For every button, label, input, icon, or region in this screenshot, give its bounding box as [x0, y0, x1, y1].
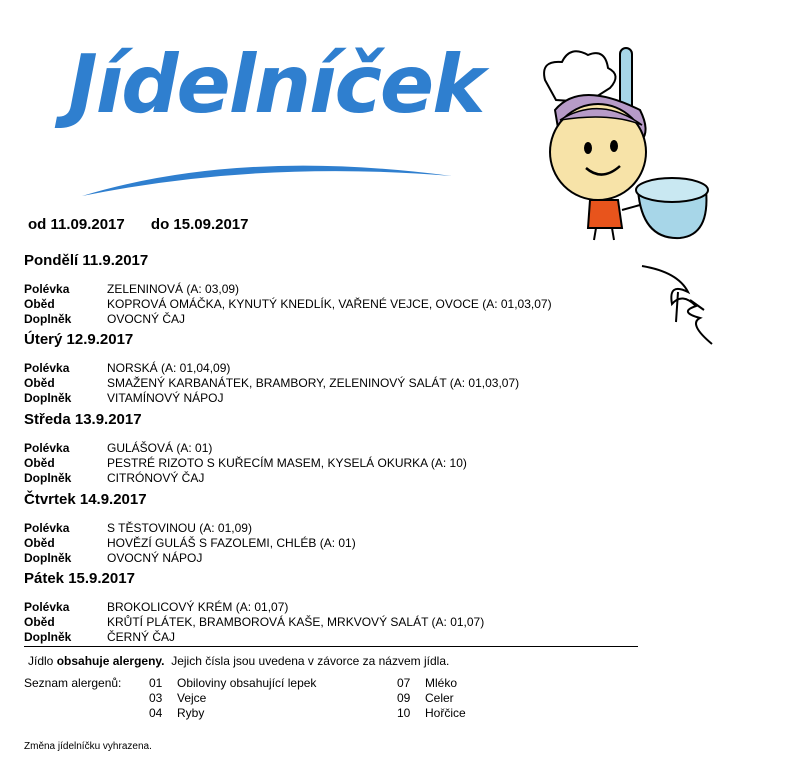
- allergen-note-prefix: Jídlo: [28, 654, 54, 668]
- row-value: KOPROVÁ OMÁČKA, KYNUTÝ KNEDLÍK, VAŘENÉ VEJCE, OVOCE (A: 01,03,07): [107, 297, 552, 311]
- logo-text: Jídelníček: [68, 38, 484, 131]
- allergen-code: 09: [397, 691, 411, 705]
- day-block: [24, 411, 644, 486]
- allergen-code: 07: [397, 676, 411, 690]
- allergen-item: [397, 706, 466, 720]
- row-value: HOVĚZÍ GULÁŠ S FAZOLEMI, CHLÉB (A: 01): [107, 536, 356, 550]
- row-value: KRŮTÍ PLÁTEK, BRAMBOROVÁ KAŠE, MRKVOVÝ SALÁT (A: 01,07): [107, 615, 485, 629]
- day-block: [24, 252, 644, 327]
- allergen-code: 10: [397, 706, 411, 720]
- allergen-name: Celer: [425, 691, 454, 705]
- menu-row-extra: [24, 471, 644, 486]
- menu-row-lunch: [24, 376, 644, 391]
- menu-row-soup: [24, 361, 644, 376]
- signature: [638, 262, 718, 347]
- footer-note: Změna jídelníčku vyhrazena.: [24, 741, 152, 752]
- row-value: GULÁŠOVÁ (A: 01): [107, 441, 213, 455]
- day-title: Pátek 15.9.2017: [24, 570, 135, 587]
- menu-row-lunch: [24, 615, 644, 630]
- row-value: SMAŽENÝ KARBANÁTEK, BRAMBORY, ZELENINOVÝ SALÁT (A: 01,03,07): [107, 376, 520, 390]
- allergen-note: [28, 654, 449, 668]
- menu-row-extra: [24, 551, 644, 566]
- period: [28, 216, 271, 233]
- allergen-name: Obiloviny obsahující lepek: [177, 676, 317, 690]
- allergen-item: [149, 706, 204, 720]
- menu-row-extra: [24, 630, 644, 645]
- row-label: Doplněk: [24, 471, 72, 485]
- row-value: ZELENINOVÁ (A: 03,09): [107, 282, 240, 296]
- row-value: ČERNÝ ČAJ: [107, 630, 176, 644]
- row-label: Polévka: [24, 361, 70, 375]
- day-block: [24, 331, 644, 406]
- menu-row-soup: [24, 521, 644, 536]
- row-label: Doplněk: [24, 312, 72, 326]
- allergen-list-title: Seznam alergenů:: [24, 676, 122, 690]
- menu-row-extra: [24, 312, 644, 327]
- row-value: VITAMÍNOVÝ NÁPOJ: [107, 391, 224, 405]
- row-value: OVOCNÝ ČAJ: [107, 312, 186, 326]
- row-label: Polévka: [24, 600, 70, 614]
- allergen-code: 01: [149, 676, 163, 690]
- row-label: Polévka: [24, 441, 70, 455]
- allergen-name: Hořčice: [425, 706, 466, 720]
- menu-row-soup: [24, 282, 644, 297]
- allergen-code: 03: [149, 691, 163, 705]
- allergen-item: [149, 691, 206, 705]
- row-value: BROKOLICOVÝ KRÉM (A: 01,07): [107, 600, 289, 614]
- allergen-item: [397, 691, 454, 705]
- row-label: Oběd: [24, 536, 55, 550]
- allergen-note-bold: obsahuje alergeny.: [56, 654, 165, 668]
- allergen-name: Vejce: [177, 691, 207, 705]
- logo-swoosh: [60, 138, 460, 198]
- menu-row-soup: [24, 441, 644, 456]
- divider: [24, 646, 638, 647]
- row-label: Doplněk: [24, 391, 72, 405]
- row-label: Oběd: [24, 376, 55, 390]
- row-label: Oběd: [24, 615, 55, 629]
- row-label: Oběd: [24, 297, 55, 311]
- menu-row-lunch: [24, 536, 644, 551]
- day-title: Středa 13.9.2017: [24, 411, 142, 428]
- allergen-name: Ryby: [177, 706, 205, 720]
- period-from: od 11.09.2017: [28, 216, 125, 233]
- menu-row-extra: [24, 391, 644, 406]
- menu-row-soup: [24, 600, 644, 615]
- day-block: [24, 570, 644, 645]
- day-title: Pondělí 11.9.2017: [24, 252, 149, 269]
- row-label: Doplněk: [24, 551, 72, 565]
- day-block: [24, 491, 644, 566]
- allergen-item: [397, 676, 457, 690]
- period-to: do 15.09.2017: [150, 216, 249, 233]
- day-title: Úterý 12.9.2017: [24, 331, 134, 348]
- allergen-item: [149, 676, 316, 690]
- row-value: NORSKÁ (A: 01,04,09): [107, 361, 231, 375]
- allergen-note-suffix: Jejich čísla jsou uvedena v závorce za názvem jídla.: [171, 654, 450, 668]
- menu-row-lunch: [24, 297, 644, 312]
- row-value: S TĚSTOVINOU (A: 01,09): [107, 521, 252, 535]
- row-label: Polévka: [24, 282, 70, 296]
- chef-illustration: [530, 40, 730, 250]
- row-value: OVOCNÝ NÁPOJ: [107, 551, 203, 565]
- logo: [60, 30, 484, 180]
- menu-row-lunch: [24, 456, 644, 471]
- row-label: Oběd: [24, 456, 55, 470]
- row-value: PESTRÉ RIZOTO S KUŘECÍM MASEM, KYSELÁ OKURKA (A: 10): [107, 456, 467, 470]
- row-label: Doplněk: [24, 630, 72, 644]
- row-value: CITRÓNOVÝ ČAJ: [107, 471, 205, 485]
- allergen-name: Mléko: [425, 676, 458, 690]
- allergen-code: 04: [149, 706, 163, 720]
- row-label: Polévka: [24, 521, 70, 535]
- day-title: Čtvrtek 14.9.2017: [24, 491, 147, 508]
